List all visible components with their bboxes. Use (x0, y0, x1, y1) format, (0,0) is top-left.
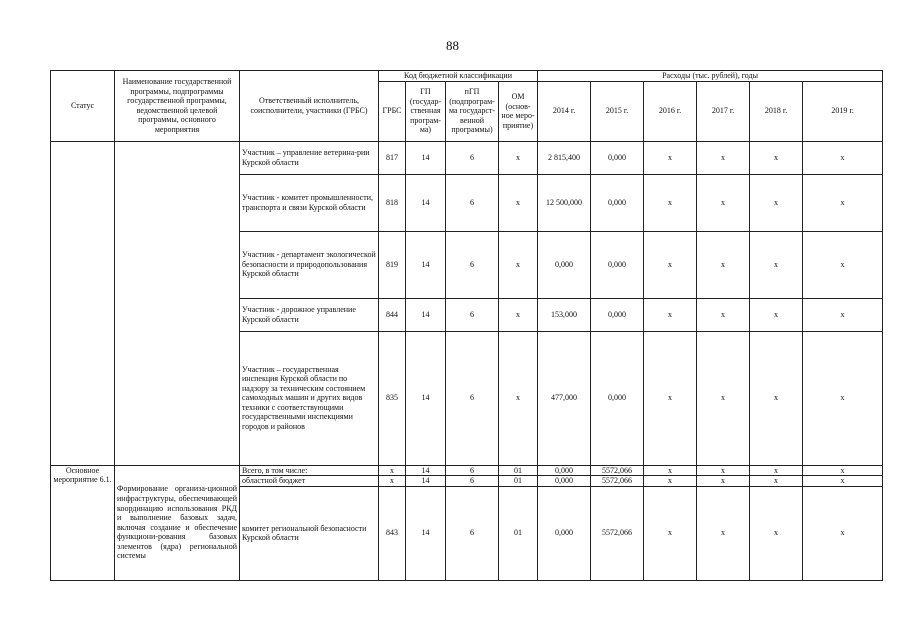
om-cell: 01 (499, 476, 538, 487)
y2015-cell: 5572,066 (591, 476, 644, 487)
executor-cell: Всего, в том числе: (240, 465, 379, 476)
y2017-cell: х (697, 231, 750, 298)
y2017-cell: х (697, 465, 750, 476)
pgp-cell: 6 (446, 141, 499, 174)
header-year-2018: 2018 г. (750, 81, 803, 141)
header-executor: Ответственный исполнитель, соисполнители, участники (ГРБС) (240, 71, 379, 142)
gp-cell: 14 (406, 486, 446, 580)
budget-table (50, 70, 883, 581)
y2017-cell: х (697, 141, 750, 174)
y2017-cell: х (697, 174, 750, 231)
y2015-cell: 0,000 (591, 231, 644, 298)
y2014-cell: 153,000 (538, 298, 591, 331)
y2019-cell: х (803, 141, 883, 174)
y2019-cell: х (803, 174, 883, 231)
y2019-cell: х (803, 465, 883, 476)
gp-cell: 14 (406, 298, 446, 331)
gp-cell: 14 (406, 476, 446, 487)
grbs-cell: 835 (379, 331, 406, 465)
activity-name: Формирование организа-ционной инфраструктуры, обеспечивающей координацию использования РКД и выполнение базовых задач, включая создание и обеспечение функциони-рования базовых элементов (ядра) региональной системы (115, 465, 240, 580)
y2015-cell: 0,000 (591, 141, 644, 174)
executor-cell: Участник – управление ветерина-рии Курской области (240, 141, 379, 174)
executor-cell: Участник - комитет промышленности, транспорта и связи Курской области (240, 174, 379, 231)
y2014-cell: 0,000 (538, 486, 591, 580)
header-budget-classification: Код бюджетной классификации (379, 71, 538, 82)
y2014-cell: 0,000 (538, 231, 591, 298)
header-year-2015: 2015 г. (591, 81, 644, 141)
om-cell: х (499, 174, 538, 231)
header-expenses: Расходы (тыс. рублей), годы (538, 71, 883, 82)
y2018-cell: х (750, 476, 803, 487)
grbs-cell: х (379, 476, 406, 487)
pgp-cell: 6 (446, 486, 499, 580)
y2016-cell: х (644, 141, 697, 174)
y2017-cell: х (697, 476, 750, 487)
header-grbs: ГРБС (379, 81, 406, 141)
y2016-cell: х (644, 465, 697, 476)
y2019-cell: х (803, 331, 883, 465)
y2019-cell: х (803, 231, 883, 298)
header-year-2017: 2017 г. (697, 81, 750, 141)
table-row-total (51, 465, 883, 476)
header-row-top (51, 71, 883, 82)
grbs-cell: 819 (379, 231, 406, 298)
y2018-cell: х (750, 298, 803, 331)
y2019-cell: х (803, 476, 883, 487)
y2017-cell: х (697, 298, 750, 331)
gp-cell: 14 (406, 174, 446, 231)
header-om: ОМ (основ-ное меро-приятие) (499, 81, 538, 141)
y2018-cell: х (750, 231, 803, 298)
name-cell-empty (115, 141, 240, 465)
pgp-cell: 6 (446, 231, 499, 298)
y2016-cell: х (644, 486, 697, 580)
y2015-cell: 0,000 (591, 298, 644, 331)
y2016-cell: х (644, 231, 697, 298)
y2014-cell: 0,000 (538, 465, 591, 476)
y2014-cell: 12 500,000 (538, 174, 591, 231)
y2017-cell: х (697, 486, 750, 580)
executor-cell: Участник - департамент экологической безопасности и природопользования Курской области (240, 231, 379, 298)
y2016-cell: х (644, 298, 697, 331)
y2017-cell: х (697, 331, 750, 465)
om-cell: х (499, 231, 538, 298)
y2014-cell: 0,000 (538, 476, 591, 487)
y2018-cell: х (750, 331, 803, 465)
y2018-cell: х (750, 174, 803, 231)
header-pgp: пГП (подпрограм-ма государст-венной программы) (446, 81, 499, 141)
executor-cell: комитет региональной безопасности Курской области (240, 486, 379, 580)
header-name: Наименование государственной программы, подпрограммы государственной программы, ведомственной целевой программы, основного мероприятия (115, 71, 240, 142)
header-year-2014: 2014 г. (538, 81, 591, 141)
y2016-cell: х (644, 174, 697, 231)
y2018-cell: х (750, 486, 803, 580)
gp-cell: 14 (406, 331, 446, 465)
gp-cell: 14 (406, 465, 446, 476)
y2015-cell: 0,000 (591, 174, 644, 231)
executor-cell: областной бюджет (240, 476, 379, 487)
table-row (51, 141, 883, 174)
grbs-cell: 818 (379, 174, 406, 231)
om-cell: х (499, 331, 538, 465)
header-year-2016: 2016 г. (644, 81, 697, 141)
om-cell: х (499, 141, 538, 174)
om-cell: 01 (499, 486, 538, 580)
gp-cell: 14 (406, 141, 446, 174)
y2015-cell: 5572,066 (591, 465, 644, 476)
y2019-cell: х (803, 298, 883, 331)
grbs-cell: 817 (379, 141, 406, 174)
status-cell-empty (51, 141, 115, 465)
header-year-2019: 2019 г. (803, 81, 883, 141)
executor-cell: Участник - дорожное управление Курской области (240, 298, 379, 331)
pgp-cell: 6 (446, 174, 499, 231)
executor-cell: Участник – государственная инспекция Курской области по надзору за техническим состоянием самоходных машин и других видов техники с соответствующими государственными инспекциями городов и районов (240, 331, 379, 465)
grbs-cell: 844 (379, 298, 406, 331)
header-status: Статус (51, 71, 115, 142)
y2019-cell: х (803, 486, 883, 580)
y2016-cell: х (644, 476, 697, 487)
y2014-cell: 2 815,400 (538, 141, 591, 174)
gp-cell: 14 (406, 231, 446, 298)
pgp-cell: 6 (446, 298, 499, 331)
activity-status: Основное мероприятие 6.1. (51, 465, 115, 580)
y2015-cell: 0,000 (591, 331, 644, 465)
y2015-cell: 5572,066 (591, 486, 644, 580)
y2016-cell: х (644, 331, 697, 465)
om-cell: 01 (499, 465, 538, 476)
pgp-cell: 6 (446, 465, 499, 476)
header-gp: ГП (государ-ственная програм-ма) (406, 81, 446, 141)
pgp-cell: 6 (446, 476, 499, 487)
grbs-cell: х (379, 465, 406, 476)
y2018-cell: х (750, 465, 803, 476)
pgp-cell: 6 (446, 331, 499, 465)
page-number: 88 (446, 38, 459, 53)
om-cell: х (499, 298, 538, 331)
grbs-cell: 843 (379, 486, 406, 580)
y2018-cell: х (750, 141, 803, 174)
y2014-cell: 477,000 (538, 331, 591, 465)
